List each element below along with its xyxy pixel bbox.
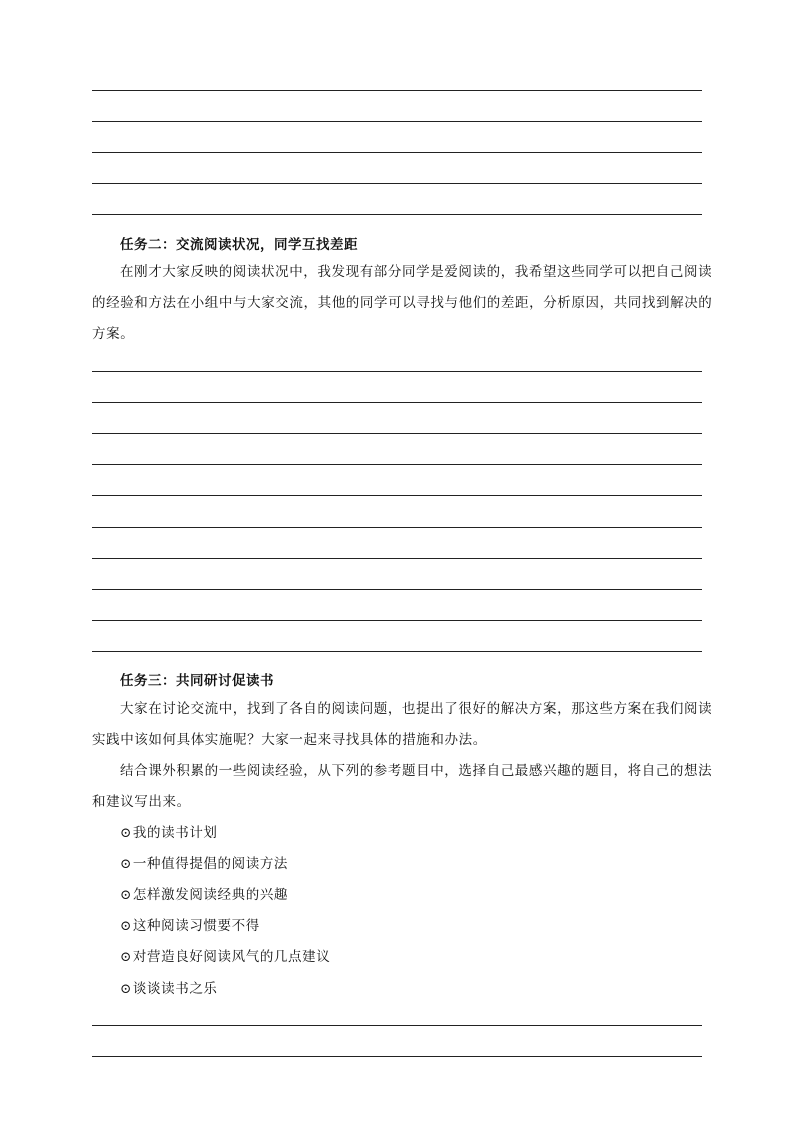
answer-line: [92, 433, 702, 434]
answer-line: [92, 651, 702, 652]
answer-line: [92, 589, 702, 590]
task3-paragraph-line: 结合课外积累的一些阅读经验，从下列的参考题目中，选择自己最感兴趣的题目，将自己的想法: [120, 763, 713, 779]
answer-line: [92, 620, 702, 621]
answer-line: [92, 121, 702, 122]
topic-option: [120, 918, 260, 934]
topic-option-label: 怎样激发阅读经典的兴趣: [132, 887, 289, 903]
task3-heading: 任务三：共同研讨促读书: [120, 673, 274, 689]
answer-line: [92, 90, 702, 91]
topic-option: [120, 887, 288, 903]
task2-paragraph-line: 在刚才大家反映的阅读状况中，我发现有部分同学是爱阅读的，我希望这些同学可以把自己阅读: [120, 264, 713, 280]
topic-option: [120, 949, 330, 965]
topic-option-label: 这种阅读习惯要不得: [132, 918, 260, 934]
topic-option: [120, 856, 288, 872]
task2-paragraph-line: 的经验和方法在小组中与大家交流，其他的同学可以寻找与他们的差距，分析原因，共同找到解决的: [92, 295, 713, 311]
topic-option-label: 我的读书计划: [132, 825, 218, 841]
answer-line: [92, 183, 702, 184]
topic-option-label: 谈谈读书之乐: [132, 981, 218, 997]
topic-option: [120, 825, 218, 841]
answer-line: [92, 558, 702, 559]
answer-line: [92, 214, 702, 215]
topic-option-label: 对营造良好阅读风气的几点建议: [132, 949, 331, 965]
answer-line: [92, 464, 702, 465]
answer-line: [92, 495, 702, 496]
answer-line: [92, 402, 702, 403]
circled-dot-icon: ⊙: [120, 918, 132, 934]
circled-dot-icon: ⊙: [120, 981, 132, 997]
circled-dot-icon: ⊙: [120, 949, 132, 965]
topic-option: [120, 981, 218, 997]
circled-dot-icon: ⊙: [120, 887, 132, 903]
answer-line: [92, 152, 702, 153]
answer-line: [92, 1056, 702, 1057]
circled-dot-icon: ⊙: [120, 856, 132, 872]
answer-line: [92, 371, 702, 372]
task3-paragraph-line: 大家在讨论交流中，找到了各自的阅读问题，也提出了很好的解决方案，那这些方案在我们阅读: [120, 701, 713, 717]
task3-paragraph-line: 和建议写出来。: [92, 794, 191, 810]
task2-heading: 任务二：交流阅读状况，同学互找差距: [120, 237, 358, 253]
topic-option-label: 一种值得提倡的阅读方法: [132, 856, 289, 872]
answer-line: [92, 1025, 702, 1026]
circled-dot-icon: ⊙: [120, 825, 132, 841]
answer-line: [92, 527, 702, 528]
task3-paragraph-line: 实践中该如何具体实施呢？大家一起来寻找具体的措施和办法。: [92, 732, 487, 748]
task2-paragraph-line: 方案。: [92, 326, 135, 342]
